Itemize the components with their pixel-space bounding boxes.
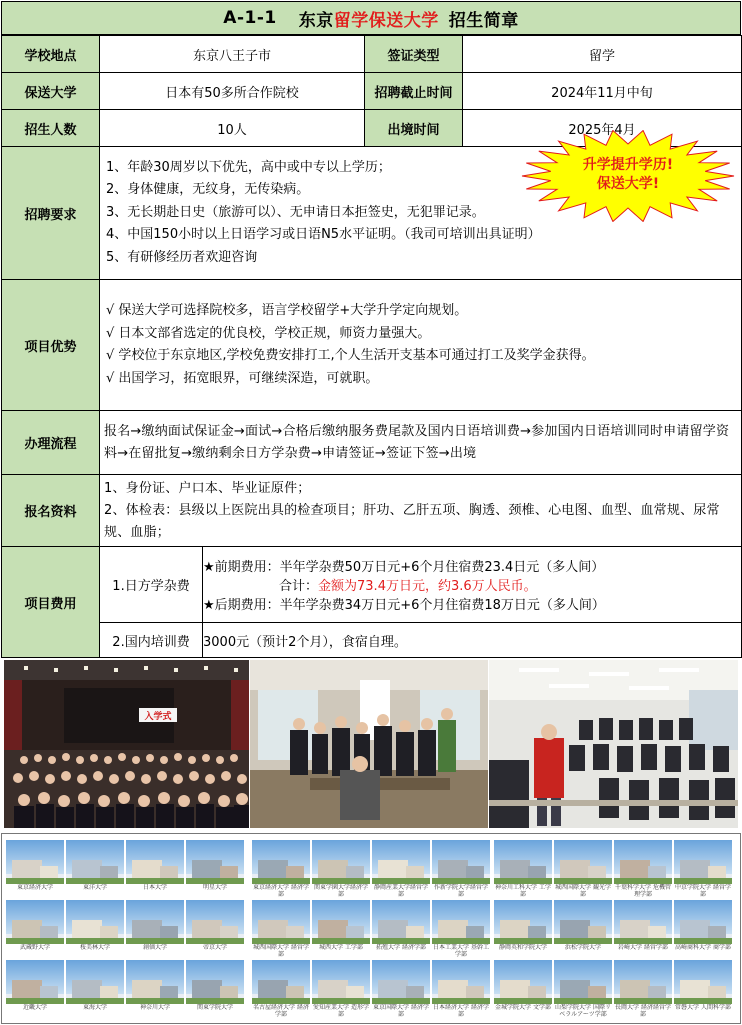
- campus-name: 関東学園大学経済学部: [313, 884, 368, 898]
- page-title: [1, 1, 741, 35]
- ceremony-banner: 入学式: [144, 712, 172, 722]
- campus-name: 日本工業大学 基幹工学部: [433, 944, 489, 958]
- location-label: 学校地点: [2, 36, 100, 73]
- advantage-item: √ 保送大学可选择院校多，语言学校留学+大学升学定向规划。: [106, 303, 468, 318]
- campus-name: 東京国際大学 経済学部: [373, 1004, 429, 1018]
- campus-name: 長岡大学 経済経営学部: [615, 1004, 671, 1018]
- deadline-value: 2024年11月中旬: [463, 73, 742, 110]
- campus-tile: [554, 960, 612, 1018]
- advantage-item: √ 日本文部省选定的优良校，学校正规，师资力量强大。: [106, 325, 431, 341]
- campus-tile: [494, 840, 552, 898]
- campus-tile: [614, 960, 672, 1018]
- campus-name: 金城学院大学 文学部: [494, 1004, 552, 1018]
- campus-name: 静岡産業大学経営学部: [373, 884, 428, 898]
- count-value: 10人: [100, 110, 365, 147]
- campus-name: 城西大学 工学部: [312, 944, 370, 958]
- campus-panel-left: [6, 840, 248, 1020]
- fees-label: 项目费用: [2, 547, 100, 658]
- campus-name: 作新学院大学経営学部: [433, 884, 488, 898]
- campus-tile: [432, 900, 490, 958]
- campus-tile: [432, 960, 490, 1018]
- promo-text: [520, 156, 736, 194]
- campus-tile: [372, 840, 430, 898]
- campus-tile: [126, 900, 184, 958]
- campus-name: 東京経済大学 経済学部: [253, 884, 309, 898]
- documents-line-1: 1、身份证、户口本、毕业证原件；: [104, 480, 311, 496]
- location-value: 东京八王子市: [100, 36, 365, 73]
- campus-tile: [554, 900, 612, 958]
- campus-name: 常磐大学 人間科学部: [674, 1004, 732, 1018]
- campus-name: 日本大学: [126, 884, 184, 898]
- campus-tile: [312, 960, 370, 1018]
- campus-name: 創価大学: [126, 944, 184, 958]
- requirement-item: 5、有研修经历者欢迎咨询: [106, 249, 258, 265]
- title-part-3: 招生简章: [448, 10, 519, 31]
- photo-entrance-ceremony: [4, 660, 249, 828]
- row-fees-cn: [2, 623, 742, 658]
- row-guarantee: [2, 73, 742, 110]
- campus-name: 武蔵野大学: [6, 944, 64, 958]
- campus-tile: [6, 960, 64, 1018]
- campus-name: 東京経済大学: [6, 884, 64, 898]
- campus-tile: [66, 900, 124, 958]
- campus-name: 中京学院大学 経営学部: [675, 884, 731, 898]
- campus-tile: [66, 840, 124, 898]
- campus-tile: [186, 960, 244, 1018]
- campus-name: 静岡英和学院大学: [494, 944, 552, 958]
- promo-starburst: [520, 130, 736, 222]
- title-part-1: 东京: [298, 10, 334, 31]
- documents-label: 报名资料: [2, 475, 100, 547]
- depart-value: 2025年4月: [463, 110, 742, 147]
- campus-tile: [186, 840, 244, 898]
- campus-tile: [494, 960, 552, 1018]
- requirement-item: 2、身体健康，无纹身，无传染病。: [106, 182, 310, 198]
- guarantee-label: 保送大学: [2, 73, 100, 110]
- campus-tile: [126, 840, 184, 898]
- campus-name: 名古屋経済大学 経済学部: [253, 1004, 309, 1018]
- row-advantages: [2, 280, 742, 411]
- campus-name: 浜松学院大学: [554, 944, 612, 958]
- campus-tile: [674, 960, 732, 1018]
- campus-name: 山梨学院大学 国際リベラルアーツ学部: [555, 1004, 611, 1018]
- campus-name: 東洋大学: [66, 884, 124, 898]
- advantages-label: 项目优势: [2, 280, 100, 411]
- campus-tile: [494, 900, 552, 958]
- fees-jp-detail: [203, 547, 741, 622]
- campus-tile: [126, 960, 184, 1018]
- requirement-item: 4、中国150小时以上日语学习或日语N5水平证明。（我司可培训出具证明）: [106, 227, 541, 243]
- process-text: 报名→缴纳面试保证金→面试→合格后缴纳服务费尾款及国内日语培训费→参加国内日语培训同时申请留学资料→在留批复→缴纳剩余日方学杂费→申请签证→签证下签→出境: [100, 411, 742, 475]
- title-part-2: 留学保送大学: [333, 10, 439, 31]
- campus-tile: [6, 900, 64, 958]
- campus-tile: [312, 900, 370, 958]
- guarantee-value: 日本有50多所合作院校: [100, 73, 365, 110]
- depart-label: 出境时间: [365, 110, 463, 147]
- row-documents: [2, 475, 742, 547]
- campus-tile: [674, 900, 732, 958]
- requirement-item: 3、无长期赴日史（旅游可以）、无申请日本拒签史，无犯罪记录。: [106, 204, 485, 220]
- campus-tile: [186, 900, 244, 958]
- fees-jp-line-3: ★后期费用：半年学杂费34万日元+6个月住宿费18万日元（多人间）: [203, 598, 605, 613]
- documents-line-2: 2、体检表：县级以上医院出具的检查项目；肝功、乙肝五项、胸透、颈椎、心电图、血型、血常规、尿常规、血脂；: [104, 502, 720, 540]
- row-location: [2, 36, 742, 73]
- campus-name: 千葉科学大学 危機管理学部: [615, 884, 671, 898]
- campus-tile: [312, 840, 370, 898]
- photo-classroom-group: [250, 660, 488, 828]
- partner-campus-grid: [1, 833, 741, 1024]
- row-fees-jp: [2, 547, 742, 623]
- fees-jp-total-amount: 金额为73.4万日元，约3.6万人民币。: [318, 579, 537, 594]
- campus-name: 明星大学: [186, 884, 244, 898]
- title-code: A-1-1: [223, 8, 277, 28]
- advantages-list: [100, 280, 742, 411]
- advantage-item: √ 学校位于东京地区,学校免费安排打工,个人生活开支基本可通过打工及奖学金获得。: [106, 348, 595, 363]
- fees-jp-line-1: ★前期费用：半年学杂费50万日元+6个月住宿费23.4日元（多人间）: [203, 560, 605, 575]
- campus-name: 拓殖大学 経済学部: [372, 944, 430, 958]
- promo-line-1: 升学提升学历!: [582, 157, 674, 173]
- campus-name: 桜美林大学: [66, 944, 124, 958]
- campus-tile: [372, 960, 430, 1018]
- campus-panel-right: [494, 840, 736, 1020]
- info-table: [1, 35, 742, 658]
- photo-lecture-hall: [489, 660, 738, 828]
- campus-tile: [554, 840, 612, 898]
- campus-name: 東海大学: [66, 1004, 124, 1018]
- fees-cn-value: 3000元（预计2个月），食宿自理。: [203, 634, 407, 650]
- requirements-label: 招聘要求: [2, 147, 100, 280]
- photo-strip: [4, 660, 738, 828]
- campus-name: 神奈川大学: [126, 1004, 184, 1018]
- visa-label: 签证类型: [365, 36, 463, 73]
- campus-tile: [6, 840, 64, 898]
- requirement-item: 1、年龄30周岁以下优先，高中或中专以上学历；: [106, 159, 391, 175]
- campus-tile: [66, 960, 124, 1018]
- campus-name: 近畿大学: [6, 1004, 64, 1018]
- campus-name: 関東学院大学: [186, 1004, 244, 1018]
- count-label: 招生人数: [2, 110, 100, 147]
- campus-tile: [614, 900, 672, 958]
- campus-name: 神奈川工科大学 工学部: [495, 884, 551, 898]
- deadline-label: 招聘截止时间: [365, 73, 463, 110]
- campus-name: 城西国際大学 観光学部: [555, 884, 611, 898]
- campus-tile: [252, 900, 310, 958]
- campus-name: 愛知産業大学 造形学部: [313, 1004, 369, 1018]
- fees-jp-total: 合计：金额为73.4万日元，约3.6万人民币。: [279, 579, 537, 594]
- campus-name: 高崎商科大学 商学部: [674, 944, 732, 958]
- advantage-item: √ 出国学习，拓宽眼界，可继续深造，可就职。: [106, 370, 379, 386]
- campus-tile: [432, 840, 490, 898]
- campus-name: 岩崎大学 経営学部: [614, 944, 672, 958]
- campus-tile: [252, 840, 310, 898]
- campus-name: 日本経済大学 経済学部: [433, 1004, 489, 1018]
- process-label: 办理流程: [2, 411, 100, 475]
- campus-tile: [674, 840, 732, 898]
- campus-name: 城西国際大学 経営学部: [253, 944, 309, 958]
- promo-line-2: 保送大学!: [596, 176, 660, 192]
- campus-panel-middle: [252, 840, 490, 1020]
- fees-jp-label: 1.日方学杂费: [100, 547, 203, 622]
- row-process: [2, 411, 742, 475]
- campus-tile: [372, 900, 430, 958]
- campus-tile: [252, 960, 310, 1018]
- visa-value: 留学: [463, 36, 742, 73]
- documents-text: [100, 475, 742, 547]
- fees-cn-label: 2.国内培训费: [100, 623, 203, 657]
- campus-name: 帝京大学: [186, 944, 244, 958]
- campus-tile: [614, 840, 672, 898]
